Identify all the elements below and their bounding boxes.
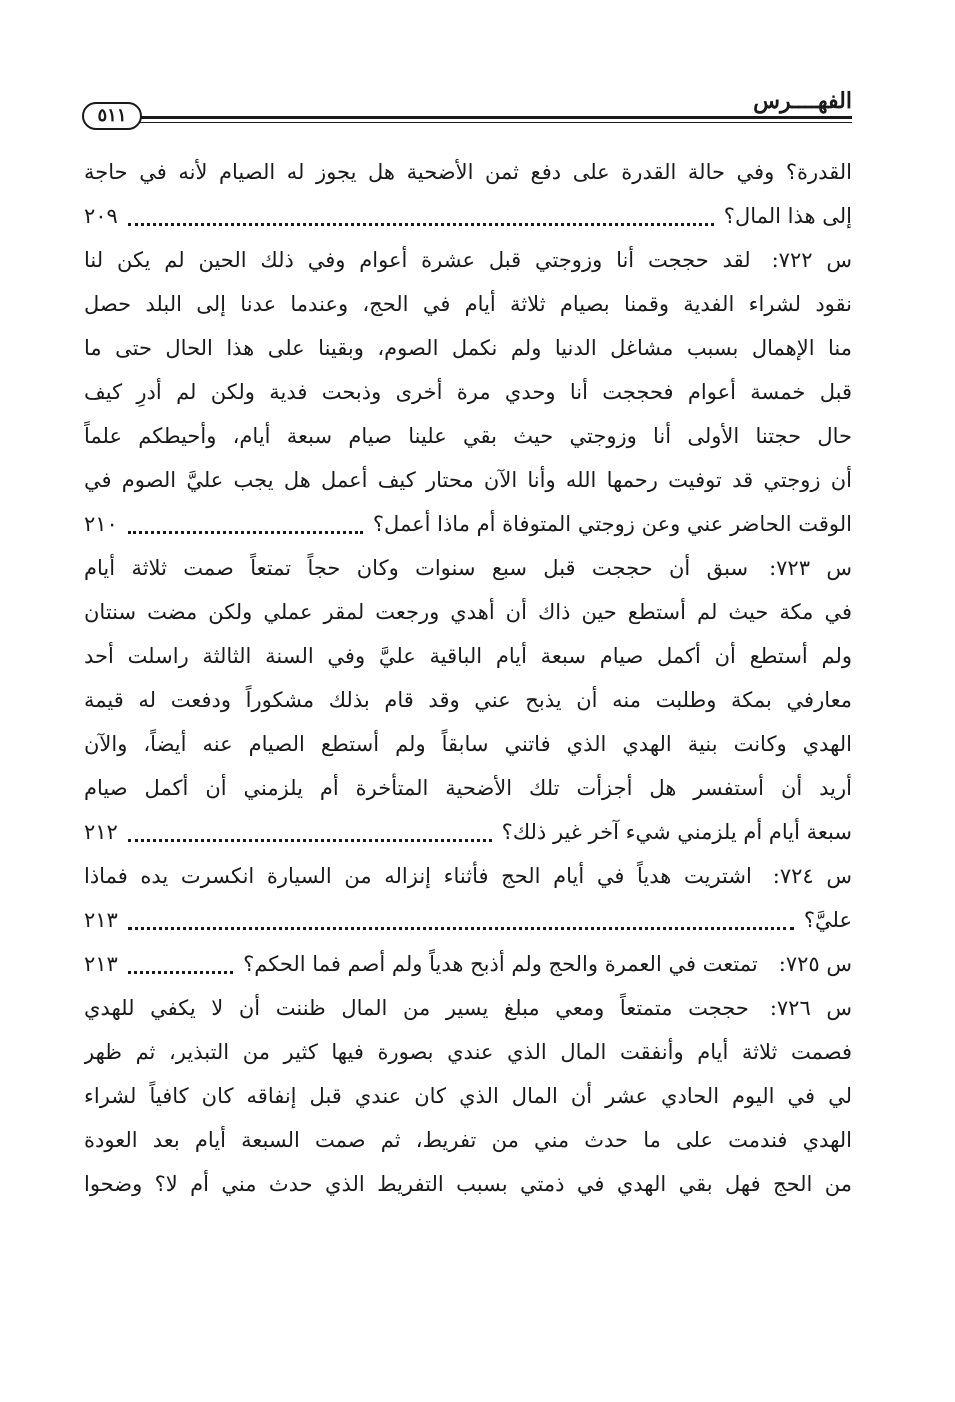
entry-text-end: [243, 942, 852, 986]
entry-text-line: حال حجتنا الأولى أنا وزوجتي حيث بقي علينا صيام سبعة أيام، وأحيطكم علماً: [84, 424, 852, 448]
entry-text-line: نقود لشراء الفدية وقمنا بصيام ثلاثة أيام في الحج، وعندما عدنا إلى البلد حصل: [84, 292, 852, 316]
entry-first-line: [84, 854, 852, 898]
page-reference: ٢١٣: [84, 908, 118, 932]
header-title: الفهــــرس: [753, 88, 852, 114]
question-number: س ٧٢٣:: [769, 556, 852, 580]
index-content: [84, 150, 852, 1206]
page-header: [82, 88, 852, 130]
index-entry: [84, 942, 852, 986]
index-entry: [84, 854, 852, 942]
entry-text-end: إلى هذا المال؟: [723, 204, 852, 228]
page-reference: ٢٠٩: [84, 204, 118, 228]
page-reference: ٢١٠: [84, 512, 118, 536]
entry-text: سبق أن حججت قبل سبع سنوات وكان حجاً تمتعاً صمت ثلاثة أيام: [84, 556, 749, 580]
entry-text-line: ولم أستطع أن أكمل صيام سبعة أيام الباقية عليَّ وفي السنة الثالثة راسلت أحد: [84, 644, 852, 668]
entry-text-line: منا الإهمال بسبب مشاغل الدنيا ولم نكمل الصوم، وبقينا على هذا الحال حتى ما: [84, 336, 852, 360]
entry-text-line: الهدي وكانت بنية الهدي الذي فاتني سابقاً ولم أستطع الصيام عنه أيضاً، والآن: [84, 732, 852, 756]
entry-text-line: أن زوجتي قد توفيت رحمها الله وأنا الآن محتار كيف أعمل هل يجب عليَّ الصوم في: [84, 468, 852, 492]
entry-text: لقد حججت أنا وزوجتي قبل عشرة أعوام وفي ذلك الحين لم يكن لنا: [84, 248, 751, 272]
entry-text-end: الوقت الحاضر عني وعن زوجتي المتوفاة أم ماذا أعمل؟: [372, 512, 852, 536]
question-number: س ٧٢٢:: [771, 248, 852, 272]
header-rule-thin: [140, 122, 852, 123]
entry-first-line: [84, 238, 852, 282]
entry-first-line: [84, 986, 852, 1030]
entry-text-line: أريد أن أستفسر هل أجزأت تلك الأضحية المتأخرة أم يلزمني أن أكمل صيام: [84, 776, 852, 800]
index-entry: [84, 546, 852, 854]
question-number: س ٧٢٦:: [769, 996, 852, 1020]
index-entry: [84, 150, 852, 238]
entry-last-line: [84, 502, 852, 546]
question-number: س ٧٢٤:: [772, 864, 852, 888]
entry-text-line: من الحج فهل بقي الهدي في ذمتي بسبب التفريط الذي حدث مني أم لا؟ وضحوا: [84, 1172, 852, 1196]
entry-last-line: [84, 194, 852, 238]
header-rule-thick: [140, 116, 852, 119]
leader-dots: [128, 221, 714, 226]
page-reference: ٢١٢: [84, 820, 118, 844]
entry-text: تمتعت في العمرة والحج ولم أذبح هدياً ولم أصم فما الحكم؟: [243, 952, 758, 976]
entry-text-line: قبل خمسة أعوام فحججت أنا وحدي مرة أخرى وذبحت فدية ولكن لم أدرِ كيف: [84, 380, 852, 404]
entry-text: اشتريت هدياً في أيام الحج فأثناء إنزاله من السيارة انكسرت يده فماذا: [84, 864, 752, 888]
leader-dots: [128, 529, 363, 534]
leader-dots: [128, 925, 794, 930]
entry-text-end: عليَّ؟: [803, 908, 852, 932]
entry-first-line: [84, 546, 852, 590]
entry-text-line: في مكة حيث لم أستطع حين ذاك أن أهدي ورجعت لمقر عملي ولكن مضت سنتان: [84, 600, 852, 624]
entry-last-line: [84, 810, 852, 854]
entry-text-line: القدرة؟ وفي حالة القدرة على دفع ثمن الأضحية هل يجوز له الصيام لأنه في حاجة: [84, 160, 852, 184]
index-entry: [84, 986, 852, 1206]
question-number: س ٧٢٥:: [778, 952, 852, 976]
entry-text-line: معارفي بمكة وطلبت منه أن يذبح عني وقد قام بذلك مشكوراً ودفعت له قيمة: [84, 688, 852, 712]
leader-dots: [128, 969, 233, 974]
entry-text: حججت متمتعاً ومعي مبلغ يسير من المال ظننت أن لا يكفي للهدي: [84, 996, 749, 1020]
index-entry: [84, 238, 852, 546]
entry-last-line: [84, 942, 852, 986]
entry-text-line: الهدي فندمت على ما حدث مني من تفريط، ثم صمت السبعة أيام بعد العودة: [84, 1128, 852, 1152]
page-number-badge: ٥١١: [82, 102, 142, 130]
entry-text-end: سبعة أيام أم يلزمني شيء آخر غير ذلك؟: [501, 820, 852, 844]
leader-dots: [128, 837, 492, 842]
page-reference: ٢١٣: [84, 952, 118, 976]
entry-last-line: [84, 898, 852, 942]
entry-text-line: فصمت ثلاثة أيام وأنفقت المال الذي عندي بصورة فيها كثير من التبذير، ثم ظهر: [84, 1040, 852, 1064]
entry-text-line: لي في اليوم الحادي عشر أن المال الذي كان عندي قبل إنفاقه كان كافياً لشراء: [84, 1084, 852, 1108]
